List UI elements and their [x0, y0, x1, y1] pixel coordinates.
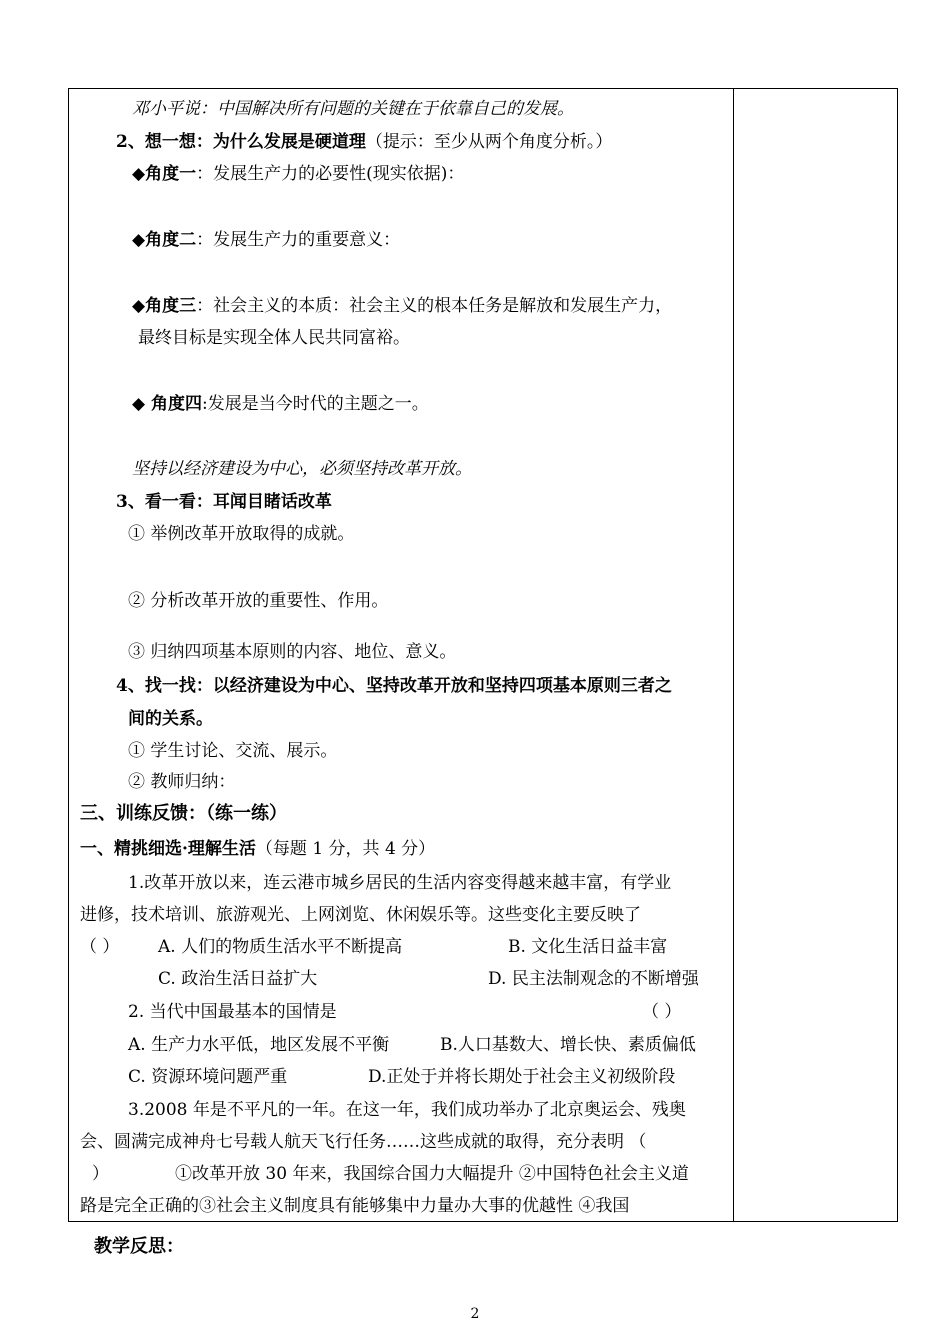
angle-three — [132, 295, 672, 317]
find-heading-line-1: 4、找一找：以经济建设为中心、坚持改革开放和坚持四项基本原则三者之 — [116, 676, 672, 696]
look-heading: 3、看一看：耳闻目睹话改革 — [116, 492, 332, 512]
q2-option-a: A. 生产力水平低，地区发展不平衡 — [128, 1035, 390, 1055]
angle-two — [132, 229, 400, 251]
look-item-3: ③ 归纳四项基本原则的内容、地位、意义。 — [128, 642, 457, 662]
angle-three-text: ：社会主义的本质：社会主义的根本任务是解放和发展生产力， — [196, 296, 673, 316]
think-heading-bold: 2、想一想：为什么发展是硬道理 — [116, 132, 366, 152]
q3-line-4: 路是完全正确的③社会主义制度具有能够集中力量办大事的优越性 ④我国 — [80, 1196, 630, 1216]
think-heading — [116, 131, 612, 153]
q1-answer-paren: （ ） — [80, 937, 120, 957]
angle-two-text: ：发展生产力的重要意义： — [196, 230, 401, 250]
find-item-2: ② 教师归纳： — [128, 772, 236, 792]
part-one-title-bold: 一、精挑细选·理解生活 — [80, 839, 256, 859]
q1-option-d: D. 民主法制观念的不断增强 — [488, 969, 699, 989]
angle-one-text: ：发展生产力的必要性(现实依据)： — [196, 164, 465, 184]
look-item-2: ② 分析改革开放的重要性、作用。 — [128, 591, 389, 611]
angle-one-label: ◆角度一 — [132, 164, 197, 184]
section-three-title: 三、训练反馈：（练一练） — [80, 803, 287, 824]
q2-option-b: B.人口基数大、增长快、素质偏低 — [440, 1035, 696, 1055]
q3-line-3-paren: ） — [92, 1164, 109, 1184]
table-column-divider — [733, 88, 734, 1222]
angle-four-text: :发展是当今时代的主题之一。 — [202, 394, 429, 414]
q1-option-b: B. 文化生活日益丰富 — [508, 937, 668, 957]
angle-four-label: ◆ 角度四 — [132, 394, 202, 414]
q2-option-c: C. 资源环境问题严重 — [128, 1067, 288, 1087]
deng-quote: 邓小平说：中国解决所有问题的关键在于依靠自己的发展。 — [132, 99, 574, 119]
q3-line-1: 3.2008 年是不平凡的一年。在这一年，我们成功举办了北京奥运会、残奥 — [128, 1100, 686, 1120]
q1-option-a: A. 人们的物质生活水平不断提高 — [158, 937, 403, 957]
angle-one — [132, 163, 464, 185]
find-heading-line-2: 间的关系。 — [128, 709, 213, 729]
angle-three-continued: 最终目标是实现全体人民共同富裕。 — [138, 328, 410, 348]
q3-line-2: 会、圆满完成神舟七号载人航天飞行任务……这些成就的取得，充分表明 （ — [80, 1132, 647, 1152]
angle-two-label: ◆角度二 — [132, 230, 197, 250]
q1-option-c: C. 政治生活日益扩大 — [158, 969, 318, 989]
page-number: 2 — [470, 1306, 480, 1322]
find-item-1: ① 学生讨论、交流、展示。 — [128, 741, 338, 761]
angle-three-label: ◆角度三 — [132, 296, 197, 316]
reform-quote: 坚持以经济建设为中心，必须坚持改革开放。 — [132, 459, 472, 479]
angle-four — [132, 393, 429, 415]
q2-option-d: D.正处于并将长期处于社会主义初级阶段 — [368, 1067, 676, 1087]
q2-stem: 2. 当代中国最基本的国情是 — [128, 1002, 337, 1022]
q3-line-3: ①改革开放 30 年来，我国综合国力大幅提升 ②中国特色社会主义道 — [175, 1164, 689, 1184]
think-heading-hint: （提示：至少从两个角度分析。） — [365, 132, 613, 152]
teaching-reflection-label: 教学反思： — [94, 1236, 184, 1257]
part-one-title-note: （每题 1 分，共 4 分） — [255, 839, 436, 859]
q1-line-2: 进修，技术培训、旅游观光、上网浏览、休闲娱乐等。这些变化主要反映了 — [80, 905, 641, 925]
look-item-1: ① 举例改革开放取得的成就。 — [128, 524, 355, 544]
part-one-title — [80, 838, 435, 860]
q2-answer-paren: （ ） — [642, 1002, 682, 1022]
q1-line-1: 1.改革开放以来，连云港市城乡居民的生活内容变得越来越丰富，有学业 — [128, 873, 672, 893]
